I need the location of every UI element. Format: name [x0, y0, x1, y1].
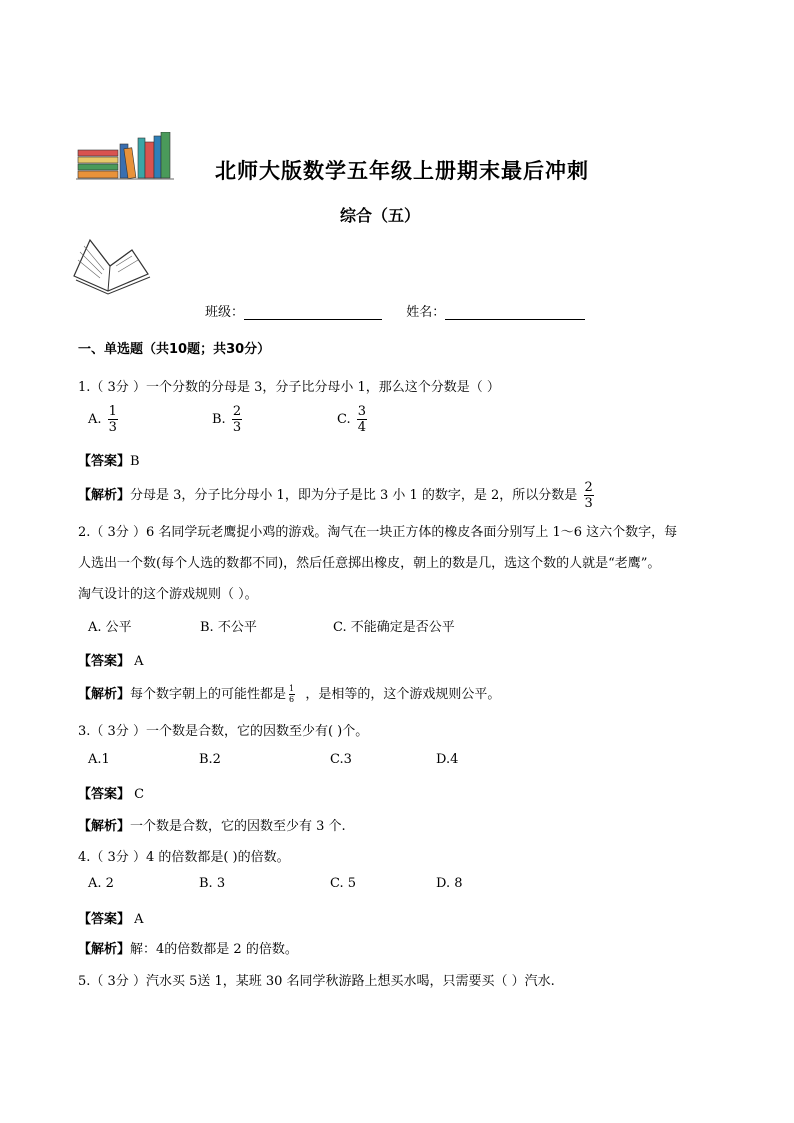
fraction: $\frac{3}{4}$	[357, 404, 367, 435]
open-book-icon	[70, 236, 152, 296]
answer-value: A	[134, 654, 144, 669]
analysis-label: 【解析】	[78, 942, 131, 957]
analysis-text: 一个数是合数，它的因数至少有 3 个.	[130, 819, 346, 834]
analysis-text: 每个数字朝上的可能性都是	[130, 687, 287, 702]
answer-label: 【答案】	[78, 454, 131, 469]
fraction: $\frac{2}{3}$	[584, 480, 593, 511]
answer-value: A	[134, 912, 144, 927]
question-4-option-a[interactable]: A. 2	[88, 876, 114, 891]
question-3-option-a[interactable]: A.1	[88, 752, 110, 767]
answer-label: 【答案】	[78, 654, 131, 669]
question-4-stem: 4.（ 3分 ）4 的倍数都是( )的倍数。	[78, 850, 290, 865]
question-2-stem-line-2: 人选出一个数(每个人选的数都不同)，然后任意掷出橡皮，朝上的数是几，选这个数的人就是“老鹰”。	[78, 556, 661, 571]
answer-label: 【答案】	[78, 787, 131, 802]
question-4-option-b[interactable]: B. 3	[199, 876, 226, 891]
answer-value: C	[134, 787, 145, 802]
question-2-stem-line-1: 2.（ 3分 ）6 名同学玩老鹰捉小鸡的游戏。淘气在一块正方体的橡皮各面分别写上 1～6 这六个数字，每	[78, 525, 678, 540]
analysis-label: 【解析】	[78, 687, 131, 702]
analysis-label: 【解析】	[78, 819, 131, 834]
fraction: $\frac{2}{3}$	[232, 404, 242, 435]
fraction: $\frac{1}{6}$	[289, 684, 295, 704]
analysis-text: 解：4的倍数都是 2 的倍数。	[130, 942, 298, 957]
name-field[interactable]	[445, 305, 585, 320]
analysis-text-end: ，是相等的，这个游戏规则公平。	[305, 687, 501, 702]
question-4-option-d[interactable]: D. 8	[436, 876, 463, 891]
question-5-stem: 5.（ 3分 ）汽水买 5送 1，某班 30 名同学秋游路上想买水喝，只需要买（ ）汽水.	[78, 974, 555, 989]
class-field[interactable]	[244, 305, 382, 320]
question-3-option-c[interactable]: C.3	[330, 752, 352, 767]
section-title: 一、单选题（共10题；共30分）	[78, 342, 271, 357]
question-2-option-c[interactable]: C. 不能确定是否公平	[333, 620, 455, 635]
name-label: 姓名：	[406, 305, 446, 320]
answer-value: B	[130, 454, 140, 469]
question-1-option-a[interactable]: A. $\frac{1}{3}$	[88, 404, 117, 435]
fraction: $\frac{1}{3}$	[108, 404, 117, 435]
question-3-option-d[interactable]: D.4	[436, 752, 459, 767]
answer-label: 【答案】	[78, 912, 131, 927]
question-1-option-b[interactable]: B. $\frac{2}{3}$	[212, 404, 242, 435]
page-subtitle: 综合（五）	[340, 206, 421, 225]
question-2-option-b[interactable]: B. 不公平	[200, 620, 257, 635]
question-1-stem: 1.（ 3分 ）一个分数的分母是 3，分子比分母小 1，那么这个分数是（ ）	[78, 380, 500, 395]
question-3-option-b[interactable]: B.2	[199, 752, 221, 767]
page-title: 北师大版数学五年级上册期末最后冲刺	[215, 159, 589, 183]
analysis-label: 【解析】	[78, 488, 131, 503]
stacked-books-icon	[76, 132, 176, 182]
question-3-stem: 3.（ 3分 ）一个数是合数，它的因数至少有( )个。	[78, 724, 369, 739]
question-4-option-c[interactable]: C. 5	[330, 876, 357, 891]
question-1-option-c[interactable]: C. $\frac{3}{4}$	[337, 404, 367, 435]
analysis-text: 分母是 3，分子比分母小 1，即为分子是比 3 小 1 的数字，是 2，所以分数是	[130, 488, 578, 503]
class-label: 班级：	[205, 305, 245, 320]
question-2-stem-line-3: 淘气设计的这个游戏规则（ ）。	[78, 587, 258, 602]
question-2-option-a[interactable]: A. 公平	[88, 620, 132, 635]
